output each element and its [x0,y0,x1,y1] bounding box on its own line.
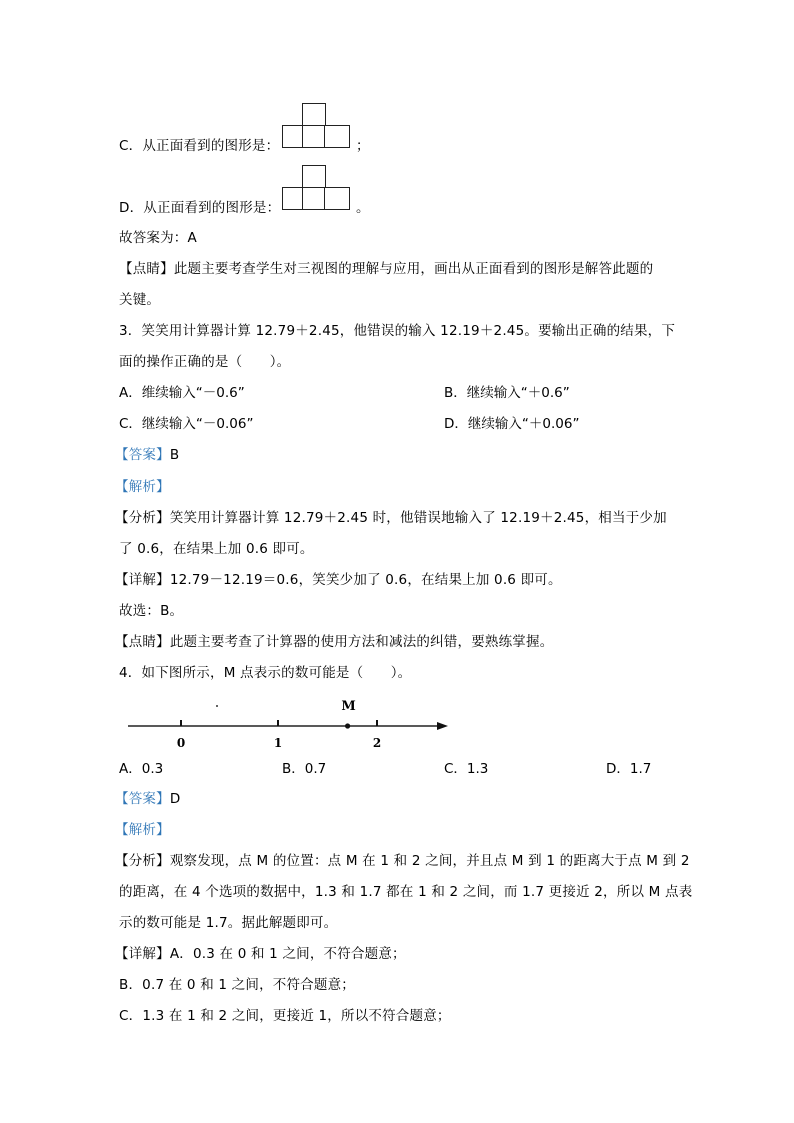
q4-analysis-heading [115,820,170,840]
figure-square-right [324,125,350,148]
q2-option-d-text: D．从正面看到的图形是： [119,200,281,216]
xiangjie-tag: 【详解】 [115,572,170,588]
q3-option-a: A．维续输入“－0.6” [119,385,245,401]
q3-fenxi-cont: 了 0.6，在结果上加 0.6 即可。 [119,541,314,557]
q2-option-d [119,198,280,218]
figure-square-left [282,125,304,148]
tick-label-2: 2 [372,736,382,750]
comment-text: 此题主要考查学生对三视图的理解与应用，画出从正面看到的图形是解答此题的 [173,261,654,277]
answer-value: D [169,791,181,807]
xiangjie-text: A．0.3 在 0 和 1 之间，不符合题意； [169,946,406,962]
number-line-figure [120,692,460,752]
q3-choose: 故选：B。 [119,603,184,619]
q4-xiangjie-b: B．0.7 在 0 和 1 之间，不符合题意； [119,977,355,993]
q2-answer-line: 故答案为：A [119,230,197,246]
figure-square-right [324,187,350,210]
q4-fenxi-cont-1: 的距离，在 4 个选项的数据中，1.3 和 1.7 都在 1 和 2 之间，而 1.7 更接近 2，所以 M 点表 [119,884,693,900]
analysis-tag: 【解析】 [115,822,170,838]
q3-comment [115,632,553,652]
q2-option-c [119,136,279,156]
comment-tag: 【点睛】 [119,261,174,277]
point-m [345,723,350,728]
q3-answer [115,445,179,465]
q2-comment-cont: 关键。 [119,292,161,308]
stray-dot [216,705,218,707]
q4-answer [115,789,180,809]
q4-option-b: B．0.7 [282,761,327,777]
figure-square-top [302,165,326,189]
q4-fenxi [115,851,690,871]
q3-stem-line-1: 3．笑笑用计算器计算 12.79＋2.45，他错误的输入 12.19＋2.45。要输出正确的结果，下 [119,323,676,339]
fenxi-tag: 【分析】 [115,853,170,869]
answer-value: B [169,447,180,463]
q3-stem-line-2: 面的操作正确的是（ ）。 [119,354,291,370]
tick-label-1: 1 [273,736,283,750]
q4-xiangjie [115,944,406,964]
fenxi-text: 观察发现，点 M 的位置：点 M 在 1 和 2 之间，并且点 M 到 1 的距离大于点 M 到 2 [169,853,690,869]
xiangjie-text: 12.79－12.19＝0.6，笑笑少加了 0.6，在结果上加 0.6 即可。 [169,572,562,588]
answer-tag: 【答案】 [115,791,170,807]
q3-option-b: B．继续输入“＋0.6” [444,385,570,401]
q2-option-c-end: ； [356,138,370,154]
q2-option-c-text: C．从正面看到的图形是： [119,138,280,154]
fenxi-tag: 【分析】 [115,510,170,526]
q4-xiangjie-c: C．1.3 在 1 和 2 之间，更接近 1，所以不符合题意； [119,1008,451,1024]
q2-comment [119,259,653,279]
figure-square-middle [302,187,326,210]
tick-label-0: 0 [176,736,186,750]
q3-fenxi [115,508,667,528]
q3-analysis-heading [115,477,170,497]
q2-option-c-figure [282,103,350,148]
arrow-head-icon [437,722,448,730]
figure-square-middle [302,125,326,148]
comment-text: 此题主要考查了计算器的使用方法和减法的纠错，要熟练掌握。 [169,634,554,650]
comment-tag: 【点睛】 [115,634,170,650]
analysis-tag: 【解析】 [115,479,170,495]
xiangjie-tag: 【详解】 [115,946,170,962]
q2-option-d-figure [282,165,350,210]
point-m-label: M [341,699,356,714]
q3-option-d: D．继续输入“＋0.06” [444,416,580,432]
q3-xiangjie [115,570,562,590]
figure-square-left [282,187,304,210]
figure-square-top [302,103,326,127]
q4-option-c: C．1.3 [444,761,489,777]
q3-option-c: C．继续输入“－0.06” [119,416,254,432]
q4-stem: 4．如下图所示，M 点表示的数可能是（ ）。 [119,665,412,681]
q4-option-d: D．1.7 [606,761,652,777]
q4-fenxi-cont-2: 示的数可能是 1.7。据此解题即可。 [119,915,338,931]
q2-option-d-end: 。 [356,200,370,216]
answer-tag: 【答案】 [115,447,170,463]
q4-option-a: A．0.3 [119,761,164,777]
fenxi-text: 笑笑用计算器计算 12.79＋2.45 时，他错误地输入了 12.19＋2.45，相当于少加 [169,510,667,526]
